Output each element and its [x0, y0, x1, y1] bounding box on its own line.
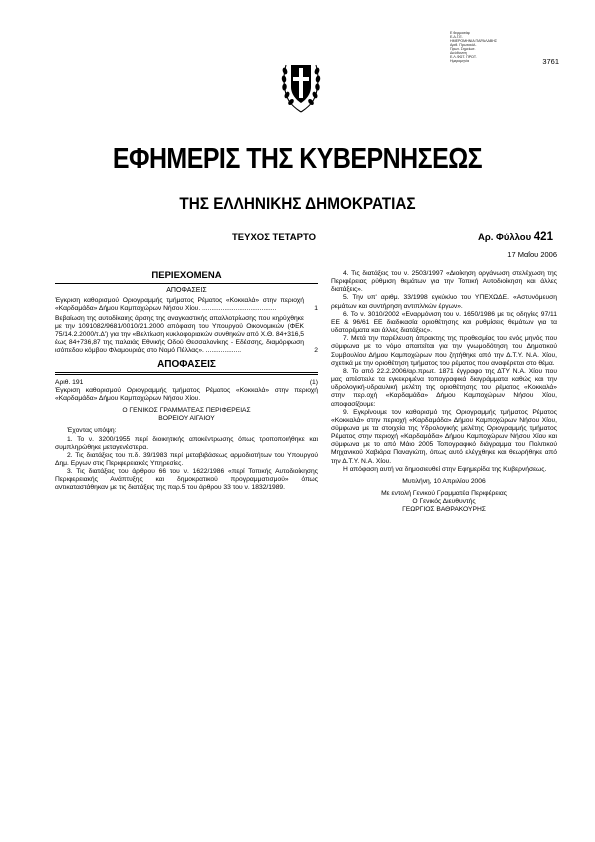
page-number: 3761: [542, 57, 559, 66]
double-divider: [55, 372, 318, 375]
issue-date: 17 Μαΐου 2006: [507, 250, 557, 259]
sheet-number: 421: [533, 231, 553, 243]
paragraph: 7. Μετά την παρέλευση άπρακτης της προθεσμίας του ενός μηνός που σύμφωνα με το νόμο απαιτείται για την γνωμοδότηση του Δημοτικού Συμβουλίου Δήμου Καμποχώρων που ζητήθηκε από την Δ.Τ.Υ. Ν.Α. Χίου, σχετικά με την οριοθέτηση τμήματος του ρέματος που αναφέρεται στο θέμα.: [331, 335, 557, 367]
stamp-line: Ε.Λ.ΦΩΤ. ΠΡΩΤ.: [450, 55, 477, 59]
paragraph: 3. Τις διατάξεις του άρθρου 66 του ν. 1622/1986 «περί Τοπικής Αυτοδιοίκησης Περιφερειακής Ανάπτυξης και δημοκρατικού προγραμματισμού» όπως αντικαταστάθηκαν με τις διατάξεις της παρ.5 του άρθρου 33 του ν. 1832/1989.: [55, 468, 318, 492]
toc-item-page: 1: [314, 305, 318, 313]
paragraph: 5. Την υπ' αριθμ. 33/1998 εγκύκλιο του ΥΠΕΧΩΔΕ. «Αστυνόμευση ρεμάτων και συντήρηση αντιπλ/κών έργων».: [331, 294, 557, 310]
left-column: [55, 270, 318, 493]
sheet-label: Αρ. Φύλλου: [478, 232, 532, 243]
decision-ref: (1): [309, 378, 318, 386]
authority-line: Ο ΓΕΝΙΚΟΣ ΓΡΑΜΜΑΤΕΑΣ ΠΕΡΙΦΕΡΕΙΑΣ: [122, 407, 251, 415]
considering-label: Έχοντας υπόψη:: [67, 427, 117, 435]
divider: [55, 283, 318, 284]
decision-number: Αριθ. 191: [55, 378, 84, 386]
greek-coat-of-arms-icon: [280, 57, 322, 115]
stamp-line: ΗΜΕΡΟΜΗΝΙΑ ΠΑΡΑΛΑΒΗΣ: [450, 39, 498, 43]
signature-line: Με εντολή Γενικού Γραμματέα Περιφέρειας: [381, 490, 507, 498]
stamp-line: Ε.Δ.Γ.Ε.: [450, 35, 463, 39]
paragraph: 8. Το από 22.2.2006/αρ.πρωτ. 1871 έγγραφο της ΔΤΥ Ν.Α. Χίου που μας απέστειλε τα εγκεκριμένα τοπογραφικά διαγράμματα καθώς και την υδρολογική-υδραυλική μελέτη της οριοθέτησης του ρέματος «Κοκκαλά» στην περ.οχή «Καρδαμάδα» Δήμου Καμποχώρων Νήσου Χίου, αποφασίζουμε:: [331, 367, 557, 408]
decision-subject: Έγκριση καθορισμού Οριογραμμής τμήματος Ρέματος «Κοκκαλά» στην περιοχή «Καρδαμάδα» Δήμου Καμποχώρων Νήσου Χίου.: [55, 386, 318, 402]
stamp-line: Διεύθυνση: [450, 51, 467, 55]
paragraph: 4. Τις διατάξεις του ν. 2503/1997 «Διοίκηση οργάνωση στελέχωση της Περιφέρειας ρύθμιση θεμάτων για την Τοπική Αυτοδιοίκηση και άλλες διατάξεις».: [331, 270, 557, 294]
stamp-line: Αριθ. Πρωτοκόλ.: [450, 43, 477, 47]
stamp-line: Ημερομηνία: [450, 59, 470, 63]
gazette-subtitle: ΤΗΣ ΕΛΛΗΝΙΚΗΣ ΔΗΜΟΚΡΑΤΙΑΣ: [179, 194, 416, 213]
paragraph: 1. Το ν. 3200/1955 περί διοικητικής αποκέντρωσης όπως τροποποιήθηκε και συμπληρώθηκε μεταγενέστερα.: [55, 435, 318, 451]
toc-item-text: Έγκριση καθορισμού Οριογραμμής τμήματος Ρέματος «Κοκκαλά» στην περιοχή «Καρδαμάδα» Δήμου Καμποχώρων Νήσου Χίου. ........................................: [55, 297, 304, 313]
signature-line: Ο Γενικός Διευθυντής: [412, 498, 476, 506]
toc-item-text: Βεβαίωση της αυτοδίκαιης άρσης της αναγκαστικής απαλλοτρίωσης που κηρύχθηκε με την 1091082/9681/0010/21.2000 απόφαση του Υπουργού Οικονομικών (ΦΕΚ 75/14.2.2000/τ.Δ') για την «Βελτίωση κυκλοφοριακών συνθηκών από Χ.Θ. 84+316,5 έως 84+736,87 της παλαιάς Εθνικής Οδού Θεσσαλονίκης - Εδέσσης, διαμόρφωση ισόπεδου κόμβου Φλαμουριάς στο Νομό Πέλλας». ...................: [55, 314, 304, 355]
issue-label: ΤΕΥΧΟΣ ΤΕΤΑΡΤΟ: [232, 232, 316, 243]
paragraph: Η απόφαση αυτή να δημοσιευθεί στην Εφημερίδα της Κυβερνήσεως.: [343, 465, 547, 473]
stamp-line: Πρωτ. Σημείωσ.: [450, 47, 476, 51]
paragraph: 2. Τις διατάξεις του π.δ. 39/1983 περί μεταβιβάσεως αρμοδιοτήτων του Υπουργού Δημ. Εργων στις Περιφερειακές Υπηρεσίες.: [55, 451, 318, 467]
sheet-number-label: [478, 231, 553, 243]
gazette-title: ΕΦΗΜΕΡΙΣ ΤΗΣ ΚΥΒΕΡΝΗΣΕΩΣ: [112, 143, 483, 175]
signature-name: ΓΕΩΡΓΙΟΣ ΒΑΘΡΑΚΟΥΡΗΣ: [402, 506, 486, 514]
paragraph: 9. Εγκρίνουμε τον καθορισμό της Οριογραμμής τμήματος Ρέματος «Κοκκαλά» στην περιοχή «Καρδαμάδα» Δήμου Καμποχώρων Νήσου Χίου, σύμφωνα με τα στοιχεία της Υδρολογικής μελέτης Οριογραμμής τμήματος Ρέματος στην περιοχή «Καρδαμάδα» Δήμου Καμποχώρων Νήσου Χίου και σύμφωνα με το από Μάιο 2005 Τοπογραφικό διάγραμμα του Πολιτικού Μηχανικού Χαβιάρα Παναγιώτη, όπως αυτό ελέγχθηκε και θεωρήθηκε από την Δ.Τ.Υ. Ν.Α. Χίου.: [331, 408, 557, 465]
right-column: [331, 270, 557, 515]
contents-subheading: ΑΠΟΦΑΣΕΙΣ: [166, 287, 207, 295]
contents-heading: ΠΕΡΙΕΧΟΜΕΝΑ: [151, 270, 222, 281]
stamp-line: Ε θερμοσάφ: [450, 31, 470, 35]
toc-item[interactable]: [55, 315, 318, 356]
authority-line: ΒΟΡΕΙΟΥ ΑΙΓΑΙΟΥ: [158, 415, 215, 423]
decision-number-row: [55, 379, 318, 387]
issue-bar: [0, 232, 595, 246]
toc-item[interactable]: [55, 297, 318, 313]
decisions-heading: ΑΠΟΦΑΣΕΙΣ: [157, 359, 216, 371]
receipt-stamp: [450, 31, 504, 63]
paragraph: 6. Το ν. 3010/2002 «Εναρμόνιση του ν. 1650/1986 με τις οδηγίες 97/11 ΕΕ & 96/61 ΕΕ διαδικασία οριοθέτησης και ρυθμίσεις θεμάτων για τα υδατορέματα και άλλες διατάξεις».: [331, 310, 557, 335]
place-date: Μυτιλήνη, 10 Απριλίου 2006: [402, 477, 486, 485]
toc-item-page: 2: [314, 347, 318, 355]
